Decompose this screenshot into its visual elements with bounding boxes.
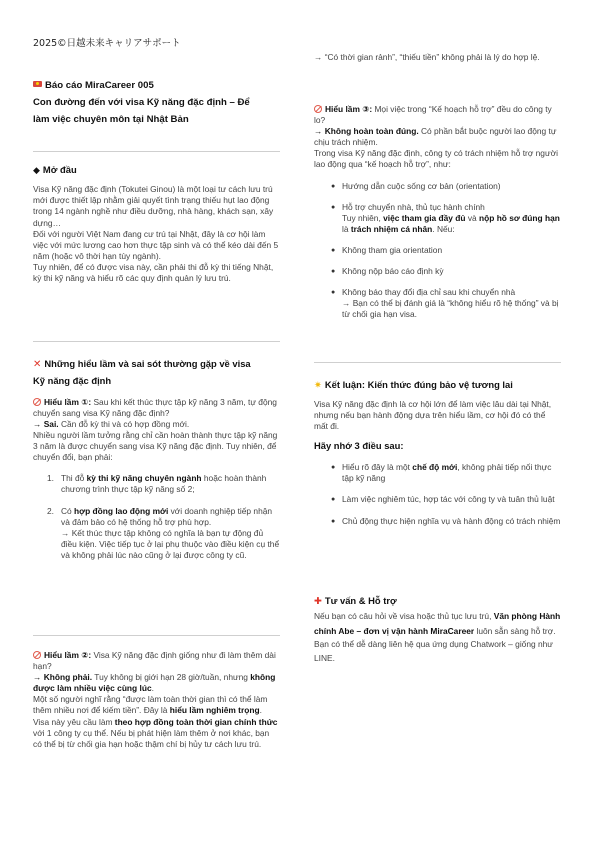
list-item [314, 494, 561, 505]
consult-heading: Tư vấn & Hỗ trợ [324, 595, 397, 606]
mistake-2-text: Visa này yêu cầu làm [33, 716, 115, 727]
divider [314, 362, 561, 363]
consult-text: luôn sẵn sàng hỗ trợ. [474, 625, 556, 636]
bullet: ● [331, 517, 336, 525]
page-header: 2025©日越未来キャリアサポート [33, 38, 181, 49]
mistake-2-label: Hiểu lầm ②: [44, 650, 92, 660]
pushpin-icon: ✚ [314, 595, 322, 606]
bullet: ● [331, 289, 336, 297]
document-title [33, 78, 280, 128]
mistake-2-continued [314, 52, 561, 63]
list-text: Làm việc nghiêm túc, hợp tác với công ty và tuân thủ luật [342, 494, 555, 505]
conclusion-remember: Hãy nhớ 3 điều sau: [314, 440, 404, 452]
mistake-3-label: Hiểu lầm ③: [325, 104, 373, 114]
list-text: Hiểu rõ đây là một [342, 462, 413, 473]
punctuation: . [259, 705, 262, 716]
list-number: 1. [47, 472, 54, 483]
consult-text: Nếu bạn có câu hỏi về visa hoặc thủ tục lưu trú, [314, 610, 494, 621]
mistake-2-bold: hiểu lầm nghiêm trọng [169, 705, 260, 716]
intro-section [33, 162, 280, 284]
list-subtext: → Bạn có thể bị đánh giá là “không hiểu rõ hệ thống” và bị từ chối gia hạn visa. [342, 298, 559, 320]
list-text: Không báo thay đổi địa chỉ sau khi chuyển nhà [342, 287, 516, 298]
list-item [314, 181, 561, 192]
list-bold: nộp hồ sơ đúng hạn [479, 212, 560, 223]
list-text: và [465, 212, 480, 223]
bullet: ● [331, 464, 336, 472]
list-text: hoặc hoàn thành chương trình thực tập kỹ năng số 2; [61, 472, 267, 494]
mistake-2-question: Visa Kỹ năng đặc định giống như đi làm thêm dài hạn? [33, 650, 276, 672]
mistake-3-question: Mọi việc trong “Kế hoạch hỗ trợ” đều do công ty lo? [314, 104, 552, 126]
bullet: ● [331, 268, 336, 276]
list-text: Không tham gia orientation [342, 244, 443, 255]
list-item [33, 473, 280, 495]
conclusion-section [314, 377, 561, 537]
diamond-icon: ◆ [33, 165, 40, 175]
title-line-3: làm việc chuyên môn tại Nhật Bản [33, 113, 189, 125]
mistake-1-note: → Kết thúc thực tập không có nghĩa là bạn tự động đủ điều kiện. Việc tiếp tục ở lại phụ thuộc vào điều kiện cụ thể và không phải lúc nào cũng ở lại được công ty cũ. [61, 527, 280, 561]
list-text: Không nộp báo cáo định kỳ [342, 266, 444, 277]
intro-paragraph-1: Visa Kỹ năng đặc định (Tokutei Ginou) là một loại tư cách lưu trú mới được thiết lập nhằm giải quyết tình trạng thiếu hụt lao động trong 14 ngành nghề như điều dưỡng, nhà hàng, khách sạn, xây dựng… [33, 184, 274, 228]
mistakes-section [33, 356, 280, 572]
mistake-2-text: với 1 công ty cụ thể. Nếu bị phát hiện làm thêm ở nơi khác, bạn có thể bị từ chối gia hạn hoặc thậm chí bị hủy tư cách lưu trú. [33, 727, 270, 749]
conclusion-heading: Kết luận: Kiến thức đúng bảo vệ tương lai [324, 379, 513, 390]
mistake-3-answer: → Không hoàn toàn đúng. [314, 126, 419, 137]
list-item [314, 516, 561, 527]
list-item [314, 287, 561, 320]
divider [33, 635, 280, 636]
mistake-2-conclusion: → “Có thời gian rảnh”, “thiếu tiền” không phải là lý do hợp lệ. [314, 52, 540, 62]
prohibited-icon [314, 105, 322, 113]
list-bold: hợp đồng lao động mới [74, 505, 169, 516]
mistake-2-answer-bold: không được làm nhiều việc cùng lúc [33, 672, 276, 694]
list-item [314, 266, 561, 277]
mistake-2-answer: → Không phải. [33, 672, 93, 683]
mistake-2-bold: theo hợp đồng toàn thời gian chính thức [114, 716, 278, 727]
title-line-2: Con đường đến với visa Kỹ năng đặc định – Để [33, 96, 250, 108]
mistake-3-list [314, 181, 561, 321]
punctuation: . [151, 683, 154, 694]
list-item [314, 245, 561, 256]
list-number: 2. [47, 505, 54, 516]
mistake-3-paragraph: Trong visa Kỹ năng đặc định, công ty có trách nhiệm hỗ trợ người lao động qua “kế hoạch hỗ trợ”, như: [314, 148, 558, 170]
vietnam-flag-icon [33, 81, 42, 87]
bullet: ● [331, 496, 336, 504]
list-text: Hỗ trợ chuyển nhà, thủ tục hành chính [342, 201, 485, 212]
bullet: ● [331, 182, 336, 190]
mistake-2 [33, 650, 280, 750]
mistake-3 [314, 104, 561, 330]
list-text: Hướng dẫn cuộc sống cơ bản (orientation) [342, 180, 501, 191]
mistake-2-answer-rest: Tuy không bị giới hạn 28 giờ/tuần, nhưng [92, 672, 251, 683]
mistake-1-list [33, 473, 280, 562]
list-bold: kỳ thi kỹ năng chuyên ngành [86, 472, 202, 483]
list-text: là [342, 223, 351, 234]
list-text: Có [61, 505, 75, 516]
list-text: Thi đỗ [61, 472, 87, 483]
mistake-1-answer-rest: Cần đỗ kỳ thi và có hợp đồng mới. [60, 419, 190, 430]
prohibited-icon [33, 398, 41, 406]
bullet: ● [331, 203, 336, 211]
intro-heading: Mở đầu [42, 164, 77, 175]
intro-paragraph-2: Đối với người Việt Nam đang cư trú tại Nhật, đây là cơ hội làm việc với mức lương cao hơn thực tập sinh và có thể kéo dài đến 5 năm (hoặc vô thời hạn tùy ngành). [33, 228, 279, 261]
mistake-1-answer: → Sai. [33, 419, 59, 430]
divider [33, 341, 280, 342]
list-bold: việc tham gia đầy đủ [383, 212, 466, 223]
intro-paragraph-3: Tuy nhiên, để có được visa này, cần phải thi đỗ kỳ thi tiếng Nhật, kỳ thi kỹ năng và hiểu rõ các quy định quản lý lưu trú. [33, 261, 274, 284]
mistake-2-text: Một số người nghĩ rằng “được làm toàn thời gian thì có thể làm thêm nhiều nơi để kiếm tiền”. Đây là [33, 694, 268, 716]
mistake-1-paragraph: Nhiều người lầm tưởng rằng chỉ cần hoàn thành thực tập kỹ năng 3 năm là được chuyển sang visa Kỹ năng đặc định. Tuy nhiên, để chuyển đổi, bạn phải: [33, 430, 278, 463]
list-text: Tuy nhiên, [342, 212, 384, 223]
list-item [314, 462, 561, 484]
conclusion-paragraph: Visa Kỹ năng đặc định là cơ hội lớn để làm việc lâu dài tại Nhật, nhưng nếu bạn hành động dựa trên hiểu lầm, cơ hội đó có thể mất đi. [314, 398, 552, 432]
cross-mark-icon: ✕ [33, 359, 42, 370]
list-text: . Nếu: [432, 223, 455, 234]
consult-office-name: Văn phòng Hành chính Abe – đơn vị vận hành MiraCareer [314, 610, 561, 636]
mistakes-heading-line-2: Kỹ năng đặc định [33, 375, 112, 386]
mistake-1-question: Sau khi kết thúc thực tập kỹ năng 3 năm, tự động chuyển sang visa Kỹ năng đặc định? [33, 396, 277, 419]
lightbulb-icon: ✷ [314, 379, 322, 390]
list-text: với doanh nghiệp tiếp nhận và đảm bảo có hệ thống hỗ trợ phù hợp. [61, 505, 273, 527]
bullet: ● [331, 246, 336, 254]
mistakes-heading-line-1: Những hiểu lầm và sai sót thường gặp về visa [44, 358, 251, 369]
prohibited-icon [33, 651, 41, 659]
list-item [314, 202, 561, 235]
title-line-1: Báo cáo MiraCareer 005 [45, 80, 154, 91]
consult-contact: Bạn có thể dễ dàng liên hệ qua ứng dụng Chatwork – giống như LINE. [314, 639, 553, 663]
mistake-3-answer-rest: Có phần bắt buộc người lao động tự chịu trách nhiệm. [314, 126, 557, 148]
list-text: , không phải tiếp nối thực tập kỹ năng [342, 462, 552, 484]
list-bold: trách nhiệm cá nhân [350, 223, 433, 234]
divider [33, 151, 280, 152]
mistake-1-label: Hiểu lầm ①: [44, 396, 92, 407]
list-item [33, 506, 280, 561]
consult-section [314, 593, 561, 665]
list-bold: chế độ mới [412, 462, 458, 473]
list-text: Chủ động thực hiện nghĩa vụ và hành động có trách nhiệm [342, 515, 561, 526]
conclusion-list [314, 462, 561, 526]
mistake-1 [33, 397, 280, 561]
